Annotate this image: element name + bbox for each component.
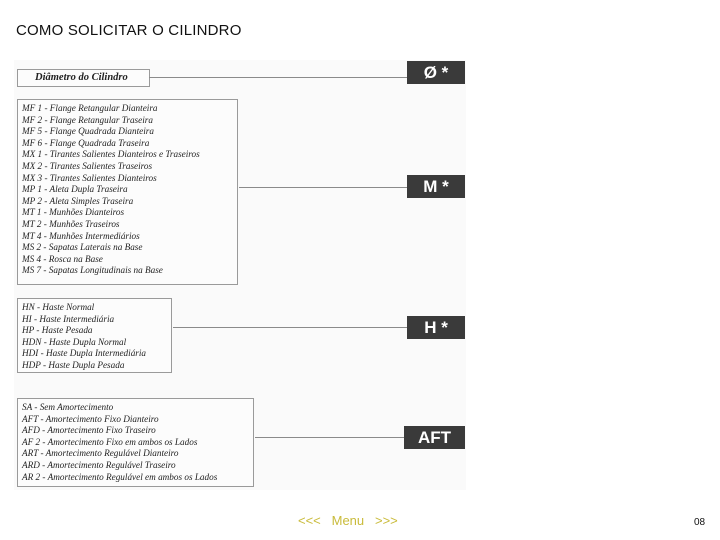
rod-list-box: [17, 298, 172, 373]
list-item: MS 4 - Rosca na Base: [22, 253, 103, 264]
prev-page-link[interactable]: <<<: [298, 513, 321, 528]
list-item: MT 1 - Munhões Dianteiros: [22, 207, 125, 218]
list-item: MX 1 - Tirantes Salientes Dianteiros e Traseiros: [22, 149, 200, 160]
diameter-code-badge: Ø *: [407, 61, 465, 84]
list-item: MP 1 - Aleta Dupla Traseira: [22, 184, 128, 195]
list-item: HDN - Haste Dupla Normal: [22, 336, 127, 347]
page-title: COMO SOLICITAR O CILINDRO: [16, 22, 242, 39]
mounting-code-badge: M *: [407, 175, 465, 198]
rod-code-badge: H *: [407, 316, 465, 339]
cushion-code-badge: AFT: [404, 426, 465, 449]
list-item: HP - Haste Pesada: [22, 325, 93, 336]
list-item: ARD - Amortecimento Regulável Traseiro: [22, 459, 176, 470]
list-item: MT 2 - Munhões Traseiros: [22, 218, 120, 229]
list-item: MF 2 - Flange Retangular Traseira: [22, 114, 153, 125]
diameter-label-box: [17, 69, 150, 87]
list-item: MT 4 - Munhões Intermediários: [22, 230, 140, 241]
list-item: MS 2 - Sapatas Laterais na Base: [22, 242, 143, 253]
diameter-label: Diâmetro do Cilindro: [35, 72, 128, 83]
mounting-connector: [239, 187, 407, 188]
list-item: AFD - Amortecimento Fixo Traseiro: [22, 425, 156, 436]
list-item: HN - Haste Normal: [22, 302, 95, 312]
list-item: HDI - Haste Dupla Intermediária: [22, 348, 147, 359]
list-item: AF 2 - Amortecimento Fixo em ambos os Lados: [22, 436, 198, 447]
list-item: HI - Haste Intermediária: [22, 313, 115, 324]
footer-nav: [298, 513, 398, 528]
list-item: AFT - Amortecimento Fixo Dianteiro: [22, 413, 159, 424]
list-item: MF 1 - Flange Retangular Dianteira: [22, 103, 158, 113]
list-item: SA - Sem Amortecimento: [22, 402, 114, 412]
rod-connector: [173, 327, 407, 328]
list-item: HDP - Haste Dupla Pesada: [22, 359, 125, 370]
menu-link[interactable]: Menu: [331, 513, 365, 528]
diameter-connector: [149, 77, 407, 78]
list-item: MP 2 - Aleta Simples Traseira: [22, 195, 134, 206]
list-item: MX 3 - Tirantes Salientes Dianteiros: [22, 172, 157, 183]
page-number: 08: [694, 517, 706, 528]
list-item: MS 7 - Sapatas Longitudinais na Base: [22, 265, 163, 276]
mounting-list-box: [17, 99, 238, 285]
next-page-link[interactable]: >>>: [375, 513, 398, 528]
list-item: MF 5 - Flange Quadrada Dianteira: [22, 126, 154, 137]
list-item: AR 2 - Amortecimento Regulável em ambos os Lados: [22, 471, 218, 482]
cushion-connector: [255, 437, 407, 438]
list-item: ART - Amortecimento Regulável Dianteiro: [22, 448, 179, 459]
cushion-list-box: [17, 398, 254, 487]
list-item: MF 6 - Flange Quadrada Traseira: [22, 137, 150, 148]
list-item: MX 2 - Tirantes Salientes Traseiros: [22, 160, 153, 171]
